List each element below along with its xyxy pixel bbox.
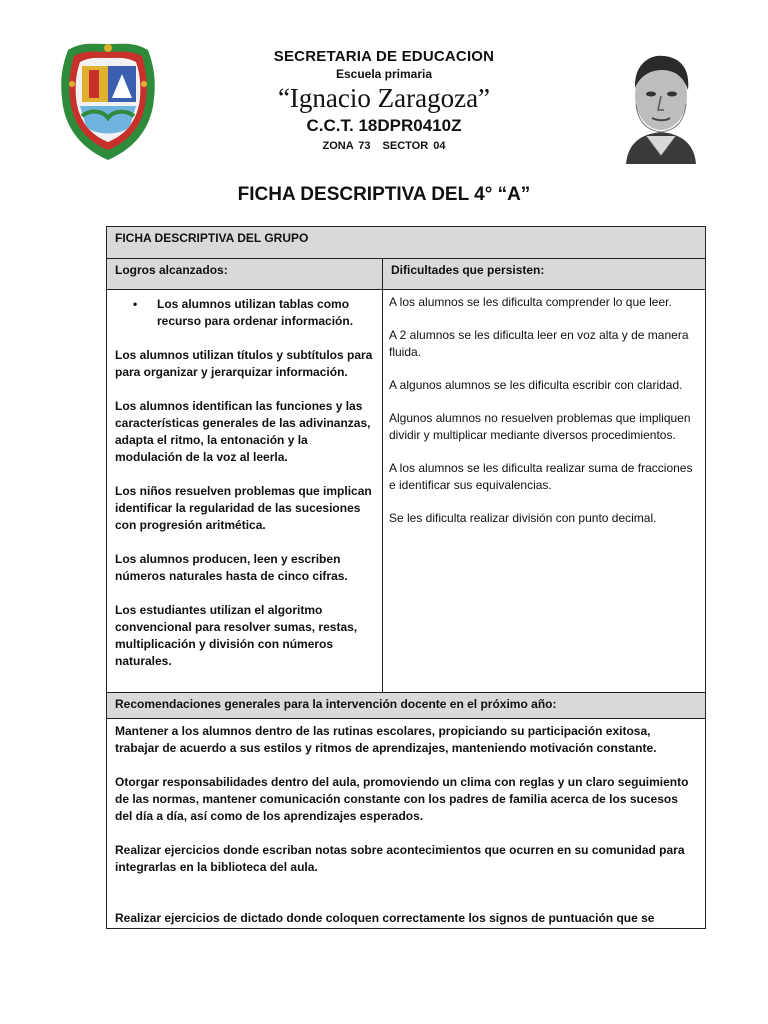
logros-item: Los alumnos identifican las funciones y las características generales de las adivinanzas, adapta el ritmo, la entonación y la modulación de la voz al leerla. (115, 399, 371, 464)
zona-sector (190, 140, 578, 152)
logros-item: Los estudiantes utilizan el algoritmo convencional para resolver sumas, restas, multiplicación y división con números naturales. (115, 603, 358, 668)
secretaria-heading: SECRETARIA DE EDUCACION (273, 48, 495, 65)
dificultad-item: A algunos alumnos se les dificulta escribir con claridad. (389, 378, 683, 392)
dificultad-item: Algunos alumnos no resuelven problemas que impliquen dividir y multiplicar mediante diversos procedimientos. (389, 411, 691, 442)
descriptive-table (106, 226, 706, 929)
state-crest-logo (56, 40, 160, 164)
recomendacion-item: Mantener a los alumnos dentro de las rutinas escolares, propiciando su participación exitosa, trabajar de acuerdo a sus estilos y ritmos de aprendizajes, manteniendo motivación constante. (115, 724, 657, 755)
recomendacion-item: Realizar ejercicios donde escriban notas sobre acontecimientos que ocurren en su comunidad para integrarlas en la biblioteca del aula. (115, 843, 685, 874)
portrait-image (606, 44, 716, 164)
logros-item: Los alumnos producen, leen y escriben números naturales hasta de cinco cifras. (115, 552, 348, 583)
document-title: FICHA DESCRIPTIVA DEL 4° “A” (237, 184, 531, 205)
logros-cell (107, 290, 383, 692)
cct-code: C.C.T. 18DPR0410Z (306, 116, 462, 135)
table-body-row (107, 290, 705, 693)
dificultad-item: A los alumnos se les dificulta realizar suma de fracciones e identificar sus equivalencias. (389, 461, 693, 492)
logros-item: Los niños resuelven problemas que implican identificar la regularidad de las sucesiones con progresión aritmética. (115, 484, 372, 532)
school-name: “Ignacio Zaragoza” (277, 83, 491, 113)
logros-item: Los alumnos utilizan títulos y subtítulos para para organizar y jerarquizar información. (115, 348, 373, 379)
recomendacion-item: Otorgar responsabilidades dentro del aula, promoviendo un clima con reglas y un claro seguimiento de las normas, mantener comunicación constante con los padres de familia acerca de los sucesos del día a día, así como de los aprendizajes esperados. (115, 775, 689, 823)
sector-label: SECTOR 04 (382, 140, 446, 152)
dificultad-item: Se les dificulta realizar división con punto decimal. (389, 511, 657, 525)
dificultades-header: Dificultades que persisten: (391, 263, 545, 277)
logros-bullet-text: Los alumnos utilizan tablas como recurso para ordenar información. (157, 297, 354, 328)
table-header-row (107, 259, 705, 290)
recomendaciones-cell (107, 719, 705, 929)
dificultades-cell (383, 290, 705, 692)
recomendaciones-header: Recomendaciones generales para la intervención docente en el próximo año: (107, 693, 705, 719)
school-header (190, 48, 578, 152)
logros-header: Logros alcanzados: (107, 259, 383, 289)
zona-label: ZONA 73 (322, 140, 371, 152)
logros-bullet-item (115, 296, 374, 330)
dificultad-item: A 2 alumnos se les dificulta leer en voz alta y de manera fluida. (389, 328, 689, 359)
dificultad-item: A los alumnos se les dificulta comprender lo que leer. (389, 295, 672, 309)
table-title-row: FICHA DESCRIPTIVA DEL GRUPO (107, 227, 705, 259)
recomendacion-item: Realizar ejercicios de dictado donde coloquen correctamente los signos de puntuación que se (115, 911, 655, 925)
school-type: Escuela primaria (335, 67, 433, 81)
bullet-icon: • (133, 297, 138, 311)
